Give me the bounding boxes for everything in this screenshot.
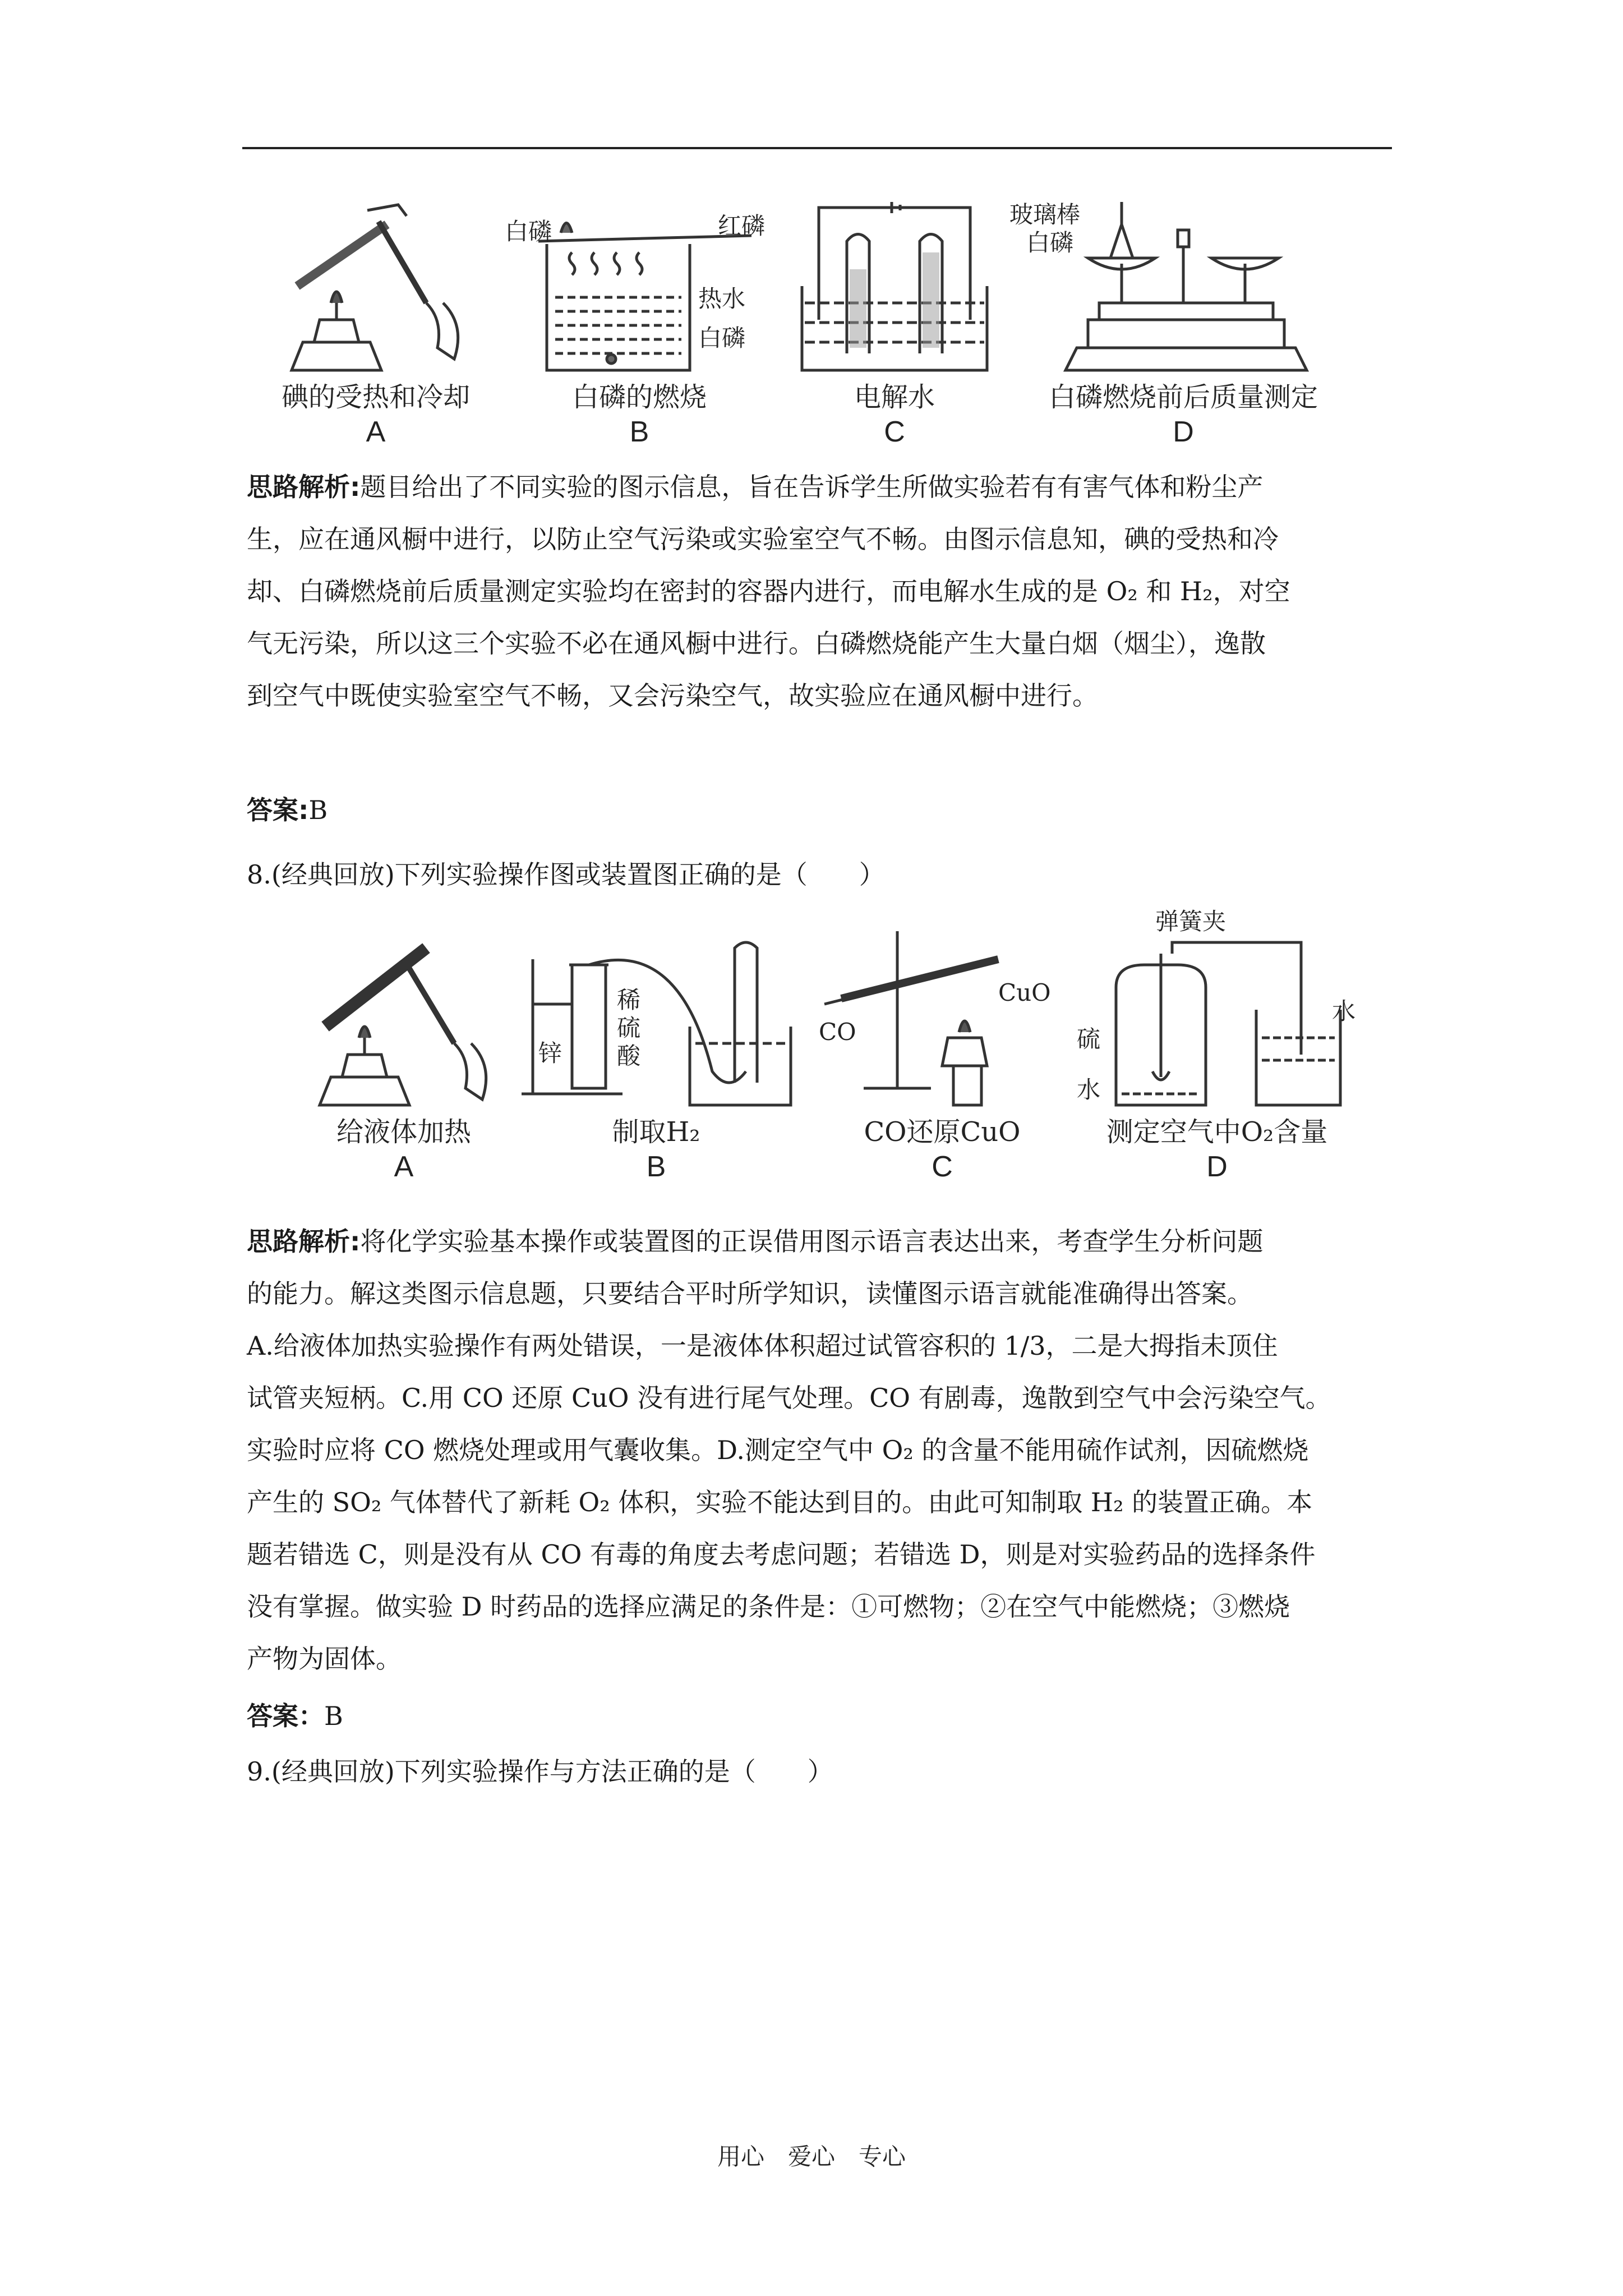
label-spring-clip: 弹簧夹 [1155,908,1227,935]
figure-caption: 碘的受热和冷却 [281,381,470,413]
label-red-phosphorus: 红磷 [718,212,766,240]
label-sulfur: 硫 [1077,1025,1101,1053]
label-acid-char-1: 稀 [617,986,641,1014]
figure-caption: 测定空气中O₂含量 [1106,1116,1328,1148]
question-8: 8.(经典回放)下列实验操作图或装置图正确的是（ ） [247,859,885,890]
analysis-line: 的能力。解这类图示信息题，只要结合平时所学知识，读懂图示语言就能准确得出答案。 [247,1278,1253,1309]
analysis-line: 题若错选 C，则是没有从 CO 有毒的角度去考虑问题；若错选 D，则是对实验药品的选择条件 [247,1539,1316,1570]
analysis-line: 思路解析:将化学实验基本操作或装置图的正误借用图示语言表达出来，考查学生分析问题 [247,1226,1264,1257]
figure-caption: 白磷燃烧前后质量测定 [1048,381,1318,413]
figure-produce-hydrogen [510,926,802,1189]
page-footer: 用心 爱心 专心 [717,2143,906,2170]
answer-value: B [308,795,328,825]
answer-q7 [247,784,328,836]
figure-caption: 白磷的燃烧 [571,381,707,413]
figure-measure-oxygen [1077,908,1357,1189]
label-acid-char-2: 硫 [617,1014,641,1042]
label-water-bottle: 水 [1077,1076,1101,1103]
analysis-line: 没有掌握。做实验 D 时药品的选择应满足的条件是：①可燃物；②在空气中能燃烧；③燃烧 [247,1591,1290,1622]
analysis-line: 到空气中既使实验室空气不畅，又会污染空气，故实验应在通风橱中进行。 [247,680,1098,711]
answer-value: B [324,1701,343,1731]
label-glass-rod: 玻璃棒 [1009,201,1081,228]
oxygen-measurement-diagram [1077,926,1357,1111]
analysis-line: 气无污染，所以这三个实验不必在通风橱中进行。白磷燃烧能产生大量白烟（烟尘），逸散 [247,628,1266,659]
label-white-phosphorus-underwater: 白磷 [698,324,746,352]
analysis-label: 思路解析: [247,472,361,502]
label-white-phosphorus: 白磷 [505,218,552,245]
figure-water-electrolysis [796,191,993,454]
answer-label: 答案: [247,795,309,825]
figure-caption: 给液体加热 [336,1116,471,1148]
analysis-line: 试管夹短柄。C.用 CO 还原 CuO 没有进行尾气处理。CO 有剧毒，逸散到空气中会污染空气。 [247,1383,1331,1413]
figure-letter: B [629,416,649,448]
analysis-label: 思路解析: [247,1226,361,1257]
analysis-line: 产生的 SO₂ 气体替代了新耗 O₂ 体积，实验不能达到目的。由此可知制取 H₂ 的装置正确。本 [247,1487,1313,1517]
analysis-line: 思路解析:题目给出了不同实验的图示信息，旨在告诉学生所做实验若有有害气体和粉尘产 [247,472,1264,502]
label-co: CO [819,1018,856,1046]
figure-letter: C [884,416,905,448]
figure-iodine-heating [258,191,494,454]
figure-mass-measurement [1009,191,1357,454]
label-cuo: CuO [998,979,1051,1006]
figure-letter: A [366,416,386,448]
answer-q8 [247,1690,343,1742]
electrolysis-diagram [796,191,993,376]
answer-label: 答案： [247,1701,324,1731]
analysis-line: 却、白磷燃烧前后质量测定实验均在密封的容器内进行，而电解水生成的是 O₂ 和 H₂，对空 [247,576,1290,606]
figure-caption: CO还原CuO [864,1116,1021,1148]
figure-letter: D [1173,416,1194,448]
analysis-line: 生，应在通风橱中进行，以防止空气污染或实验室空气不畅。由图示信息知，碘的受热和冷 [247,524,1279,554]
figure-row-q7 [258,191,1380,454]
label-hot-water: 热水 [698,285,746,312]
analysis-line: A.给液体加热实验操作有两处错误，一是液体体积超过试管容积的 1/3，二是大拇指未顶住 [247,1331,1278,1361]
figure-letter: D [1206,1151,1228,1183]
figure-white-phosphorus-burning [505,191,774,454]
figure-heating-liquid [292,926,516,1189]
figure-co-reduce-cuo [819,926,1066,1189]
label-zinc: 锌 [538,1039,562,1067]
figure-letter: C [932,1151,953,1183]
label-acid-char-3: 酸 [617,1042,641,1070]
question-9: 9.(经典回放)下列实验操作与方法正确的是（ ） [247,1756,833,1787]
heating-liquid-diagram [292,926,516,1111]
hydrogen-apparatus-diagram [510,926,802,1111]
figure-letter: A [394,1151,414,1183]
figure-caption: 电解水 [854,381,935,413]
figure-letter: B [646,1151,666,1183]
figure-row-q8 [258,908,1380,1189]
header-rule [242,147,1392,149]
analysis-line: 实验时应将 CO 燃烧处理或用气囊收集。D.测定空气中 O₂ 的含量不能用硫作试剂，因硫燃烧 [247,1435,1309,1465]
analysis-line: 产物为固体。 [247,1644,402,1674]
test-tube-heating-diagram [258,191,494,376]
label-white-phosphorus: 白磷 [1026,229,1074,256]
figure-caption: 制取H₂ [612,1116,700,1148]
label-water-beaker: 水 [1332,997,1356,1025]
